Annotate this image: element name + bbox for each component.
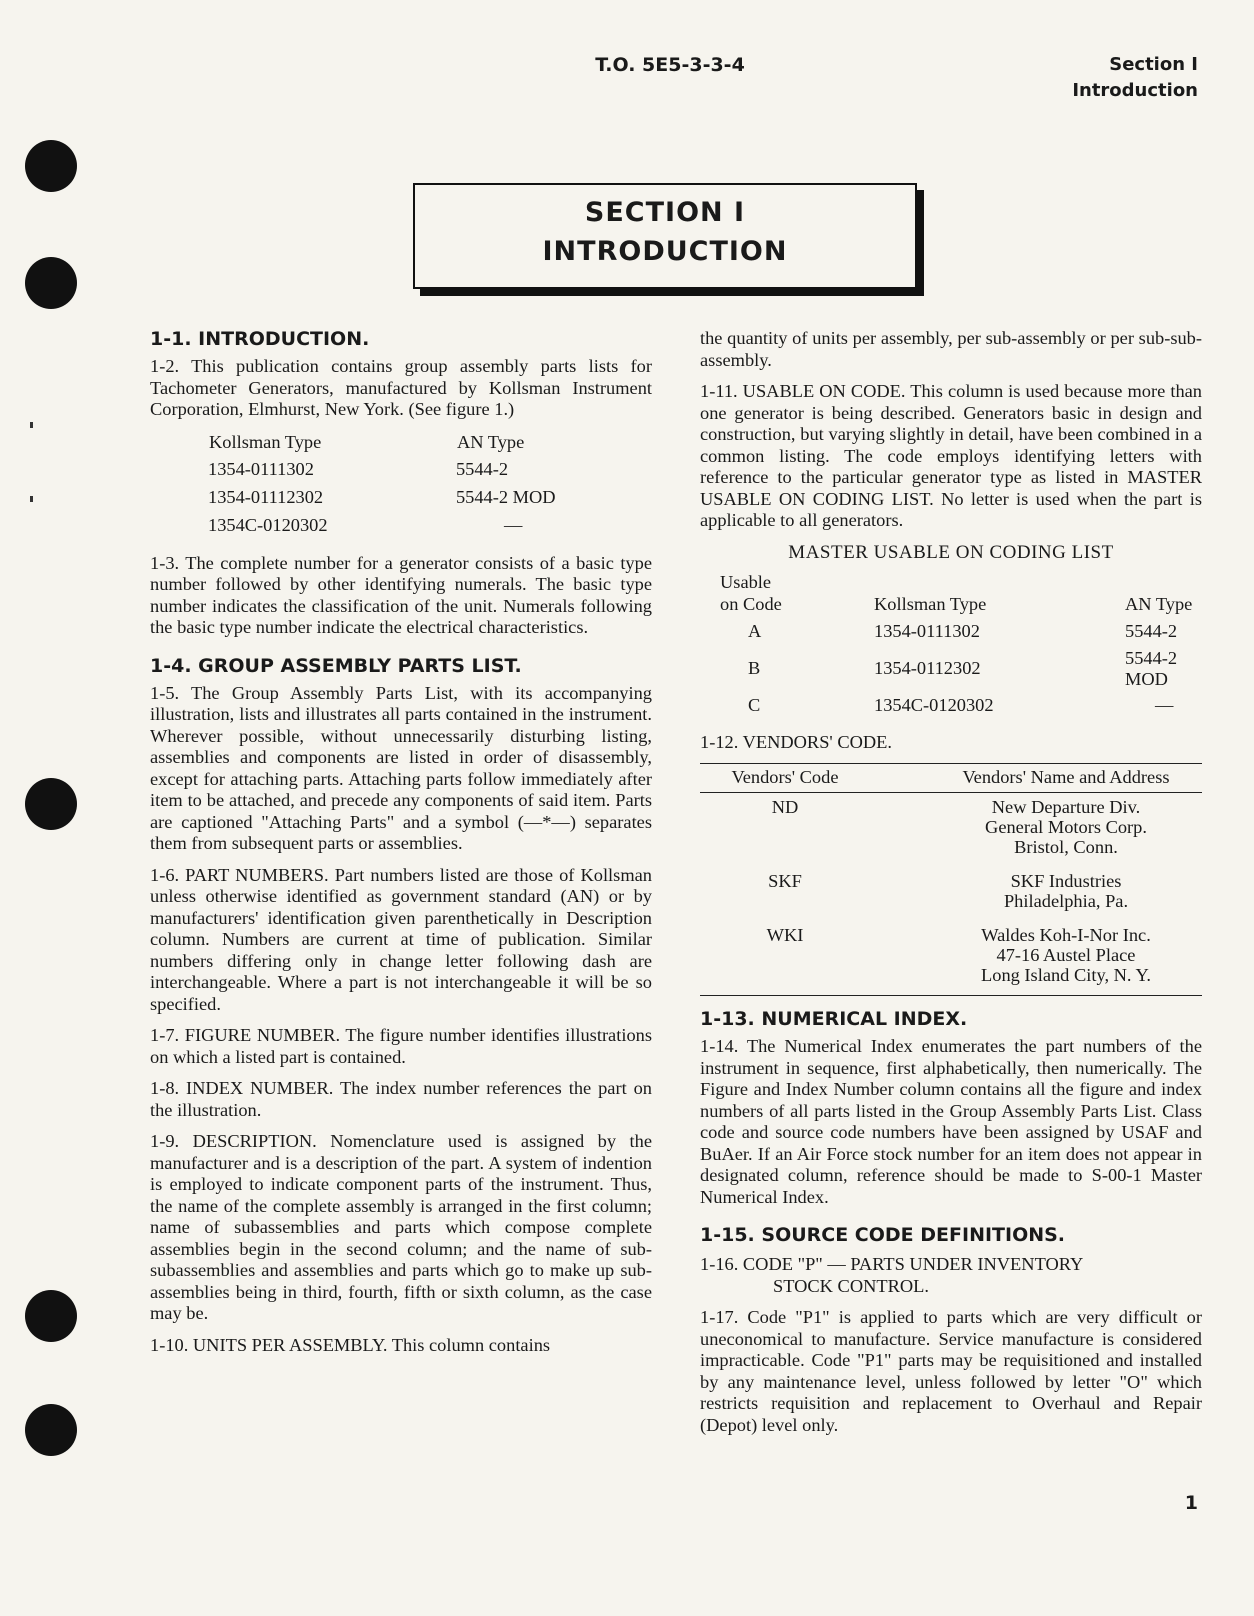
vendor-address bbox=[870, 921, 1202, 996]
table-row bbox=[208, 459, 652, 487]
column-header: AN Type bbox=[1125, 593, 1193, 614]
table-cell: 1354-0112302 bbox=[874, 658, 981, 678]
table-cell: 1354-0111302 bbox=[874, 621, 980, 641]
table-row bbox=[208, 515, 652, 543]
header-line: on Code bbox=[720, 593, 782, 614]
scan-mark bbox=[30, 496, 33, 502]
vendor-address bbox=[870, 793, 1202, 868]
address-line: Long Island City, N. Y. bbox=[981, 965, 1151, 985]
address-line: New Departure Div. bbox=[991, 797, 1141, 817]
paragraph-1-10-continued: the quantity of units per assembly, per sub-assembly or per sub-sub-assembly. bbox=[700, 328, 1202, 370]
column-header: Kollsman Type bbox=[874, 593, 987, 614]
paragraph-1-11: 1-11. USABLE ON CODE. This column is used because more than one generator is being described. Generators basic in design and construction, but varying slightly in detail, have been combined in a common listing. The code employs identifying letters with reference to the particular generator type as listed in MASTER USABLE ON CODING LIST. No letter is used when the part is applicable to all generators. bbox=[700, 381, 1202, 530]
right-column bbox=[700, 328, 1202, 1446]
table-cell: C bbox=[748, 695, 761, 715]
heading-numerical-index: 1-13. NUMERICAL INDEX. bbox=[700, 1008, 968, 1030]
vendor-code: SKF bbox=[768, 871, 802, 891]
section-title-box bbox=[413, 183, 917, 289]
vendor-code: ND bbox=[771, 797, 799, 817]
vendors-table bbox=[700, 763, 1202, 996]
address-line: Bristol, Conn. bbox=[1014, 837, 1118, 857]
heading-source-code: 1-15. SOURCE CODE DEFINITIONS. bbox=[700, 1224, 1066, 1246]
table-cell: — bbox=[1155, 695, 1174, 715]
table-row bbox=[700, 695, 1202, 722]
column-header: Kollsman Type bbox=[209, 431, 322, 452]
section-header bbox=[1072, 52, 1198, 104]
scan-mark bbox=[30, 422, 33, 428]
table-cell: 1354C-0120302 bbox=[208, 515, 328, 535]
master-usable-table bbox=[700, 570, 1202, 722]
table-cell: 5544-2 bbox=[455, 459, 509, 479]
paragraph-1-2: 1-2. This publication contains group assembly parts lists for Tachometer Generators, manufactured by Kollsman Instrument Corporation, Elmhurst, New York. (See figure 1.) bbox=[150, 356, 652, 419]
table-row bbox=[700, 793, 1202, 868]
column-header bbox=[700, 570, 858, 621]
table-cell: 5544-2 MOD bbox=[455, 487, 556, 507]
heading-introduction: 1-1. INTRODUCTION. bbox=[150, 328, 370, 350]
section-title: SECTION I bbox=[584, 197, 746, 228]
table-cell: 1354-01112302 bbox=[208, 487, 324, 507]
table-row bbox=[208, 487, 652, 515]
section-subtitle: Introduction bbox=[1072, 80, 1198, 101]
paragraph-1-7: 1-7. FIGURE NUMBER. The figure number identifies illustrations on which a listed part is contained. bbox=[150, 1025, 652, 1067]
paragraph-1-6: 1-6. PART NUMBERS. Part numbers listed are those of Kollsman unless otherwise identified as government standard (AN) or by manufacturers' identification given parenthetically in Description column. Numbers are current at time of publication. Similar numbers differing only in change letter following dash are interchangeable. Where a part is not interchangeable it will be so specified. bbox=[150, 864, 652, 1014]
code-p-heading: 1-16. CODE "P" — PARTS UNDER INVENTORY bbox=[700, 1254, 1084, 1274]
address-line: Philadelphia, Pa. bbox=[1003, 891, 1129, 911]
table-row bbox=[700, 648, 1202, 695]
column-header: Vendors' Name and Address bbox=[870, 764, 1202, 793]
paragraph-1-5: 1-5. The Group Assembly Parts List, with its accompanying illustration, lists and illustrates all parts contained in the instrument. Wherever possible, without unnecessarily disturbing listing, assemblies and components are listed in order of disassembly, except for attaching parts. Attaching parts follow immediately after item to be attached, and precede any components of said item. Parts are captioned "Attaching Parts" and a symbol (—*—) separates them from subsequent parts or assemblies. bbox=[150, 682, 652, 853]
column-header: AN Type bbox=[456, 431, 525, 452]
code-p-heading-cont: STOCK CONTROL. bbox=[773, 1275, 929, 1296]
table-cell: 1354-0111302 bbox=[208, 459, 314, 479]
address-line: Waldes Koh-I-Nor Inc. bbox=[981, 925, 1151, 945]
paragraph-1-16 bbox=[700, 1254, 1202, 1297]
address-line: General Motors Corp. bbox=[985, 817, 1147, 837]
left-column bbox=[150, 328, 652, 1366]
table-row bbox=[700, 921, 1202, 996]
binder-hole-5 bbox=[25, 1404, 77, 1456]
table-cell: — bbox=[503, 515, 523, 535]
vendor-address bbox=[870, 867, 1202, 921]
table-cell: A bbox=[748, 621, 762, 641]
kollsman-types-table bbox=[208, 431, 652, 543]
header-line: Usable bbox=[720, 571, 772, 592]
section-label: Section I bbox=[1109, 54, 1198, 75]
table-cell: 5544-2 bbox=[1125, 621, 1178, 641]
paragraph-1-3: 1-3. The complete number for a generator consists of a basic type number followed by other identifying numerals. The basic type number indicates the classification of the unit. Numerals following the basic type number indicate the electrical characteristics. bbox=[150, 552, 652, 637]
binder-hole-3 bbox=[25, 778, 77, 830]
address-line: 47-16 Austel Place bbox=[996, 945, 1136, 965]
section-title-sub: INTRODUCTION bbox=[542, 236, 788, 267]
master-list-title: MASTER USABLE ON CODING LIST bbox=[788, 541, 1114, 563]
table-cell: 1354C-0120302 bbox=[874, 695, 994, 715]
heading-group-assembly: 1-4. GROUP ASSEMBLY PARTS LIST. bbox=[150, 654, 522, 677]
paragraph-1-9: 1-9. DESCRIPTION. Nomenclature used is assigned by the manufacturer and is a description of the part. A system of indention is employed to indicate component parts of the instrument. Thus, the name of the complete assembly is arranged in the first column; name of subassemblies and parts which compose complete assemblies begin in the second column; and the name of sub-subassemblies and assemblies and parts which go to make up sub-assemblies being in third, fourth, fifth or sixth column, as the case may be. bbox=[150, 1131, 652, 1323]
binder-hole-1 bbox=[25, 140, 77, 192]
table-cell: B bbox=[748, 658, 761, 678]
table-cell: 5544-2 MOD bbox=[1125, 647, 1178, 689]
address-line: SKF Industries bbox=[1010, 871, 1122, 891]
to-number: T.O. 5E5-3-3-4 bbox=[595, 54, 745, 76]
paragraph-1-12: 1-12. VENDORS' CODE. bbox=[700, 731, 892, 752]
page-number: 1 bbox=[1184, 1492, 1198, 1514]
paragraph-1-14: 1-14. The Numerical Index enumerates the part numbers of the instrument in sequence, first alphabetically, then numerically. The Figure and Index Number column contains all the figure and index numbers of all parts listed in the Group Assembly Parts List. Class code and source code numbers have been assigned by USAF and BuAer. If an Air Force stock number for an item does not appear in designated column, reference should be made to S-00-1 Master Numerical Index. bbox=[700, 1036, 1202, 1207]
paragraph-1-10: 1-10. UNITS PER ASSEMBLY. This column contains bbox=[150, 1334, 551, 1355]
column-header: Vendors' Code bbox=[700, 764, 870, 793]
table-row bbox=[700, 867, 1202, 921]
table-row bbox=[700, 621, 1202, 648]
paragraph-1-17: 1-17. Code "P1" is applied to parts which are very difficult or uneconomical to manufacture. Service manufacture is considered impracticable. Code "P1" parts may be requisitioned and installed by any maintenance level, unless followed by letter "O" which restricts requisition and replacement to Overhaul and Repair (Depot) level only. bbox=[700, 1307, 1202, 1435]
paragraph-1-8: 1-8. INDEX NUMBER. The index number references the part on the illustration. bbox=[150, 1078, 652, 1120]
vendor-code: WKI bbox=[766, 925, 804, 945]
binder-hole-4 bbox=[25, 1290, 77, 1342]
binder-hole-2 bbox=[25, 257, 77, 309]
